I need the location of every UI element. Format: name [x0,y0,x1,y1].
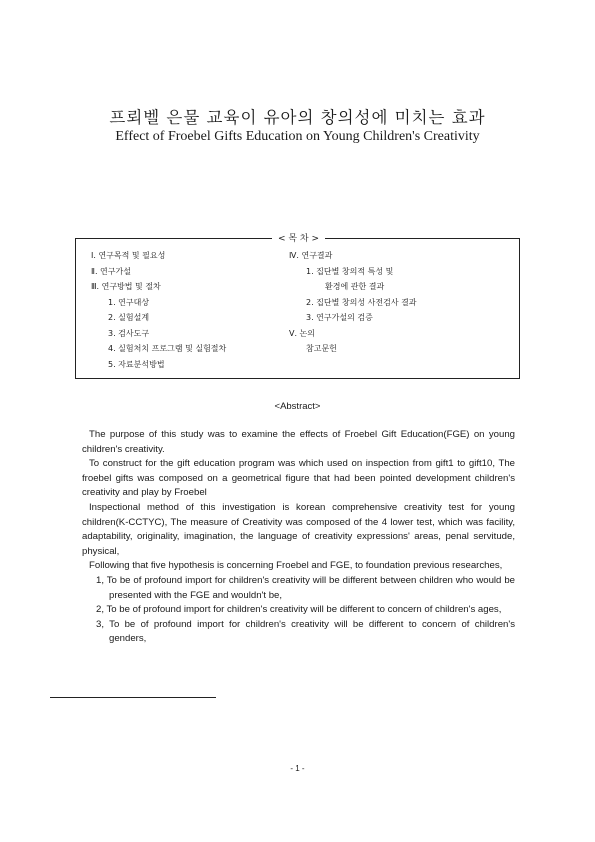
english-title: Effect of Froebel Gifts Education on Young Children's Creativity [115,129,480,144]
toc-item: 4. 실험처치 프로그램 및 실험절차 [108,344,227,353]
hypothesis-item: 3, To be of profound import for children's creativity will be different to concern of children's genders, [96,618,515,645]
table-of-contents [75,234,520,379]
toc-item: Ⅴ. 논의 [289,328,316,338]
abstract-paragraph: Following that five hypothesis is concerning Froebel and FGE, to foundation previous researches, [89,560,503,572]
toc-heading-label: < 목 차 > [272,234,325,244]
toc-item: Ⅱ. 연구가설 [91,266,131,276]
korean-title: 프뢰벨 은물 교육이 유아의 창의성에 미치는 효과 [109,108,486,127]
toc-item: Ⅳ. 연구결과 [289,251,333,260]
toc-item: 3. 검사도구 [108,328,150,338]
toc-item: 5. 자료분석방법 [108,359,165,369]
toc-item: 1. 연구대상 [108,297,150,307]
toc-item: 1. 집단별 창의적 특성 및 [306,266,394,276]
toc-right-column [289,248,417,357]
toc-item: 환경에 관한 결과 [325,282,385,291]
toc-left-column [91,248,226,372]
abstract-paragraph: The purpose of this study was to examine the effects of Froebel Gift Education(FGE) on young children's creativity. [82,429,515,455]
page-number: - 1 - [290,764,305,773]
toc-heading [76,231,521,244]
toc-item: Ⅲ. 연구방법 및 절차 [91,282,161,291]
toc-item: 2. 실험설계 [108,313,150,322]
toc-item: 2. 집단별 창의성 사전검사 결과 [306,297,417,307]
abstract-paragraph: Inspectional method of this investigation is korean comprehensive creativity test for young children(K-CCTYC), The measure of Creativity was composed of the 4 lower test, which was facility, adaptability, originality, imagination, the language of creativity expressions' areas, penal servitude, physical, [82,501,515,557]
footnote-divider [50,697,216,698]
abstract-body [82,428,515,647]
abstract-paragraph: To construct for the gift education program was which used on inspection from gift1 to gift10, The froebel gifts was composed on a geometrical figure that had been pointed development children's creativity and play by Froebel [82,458,515,499]
hypothesis-item: 1, To be of profound import for children's creativity will be different between children who would be presented with the FGE and wouldn't be, [96,574,515,601]
abstract-heading: <Abstract> [274,401,321,412]
toc-item: 참고문헌 [306,344,337,353]
toc-item: Ⅰ. 연구목적 및 필요성 [91,251,166,260]
hypothesis-item: 2, To be of profound import for children's creativity will be different to concern of children's ages, [96,604,502,616]
toc-item: 3. 연구가설의 검증 [306,313,373,322]
